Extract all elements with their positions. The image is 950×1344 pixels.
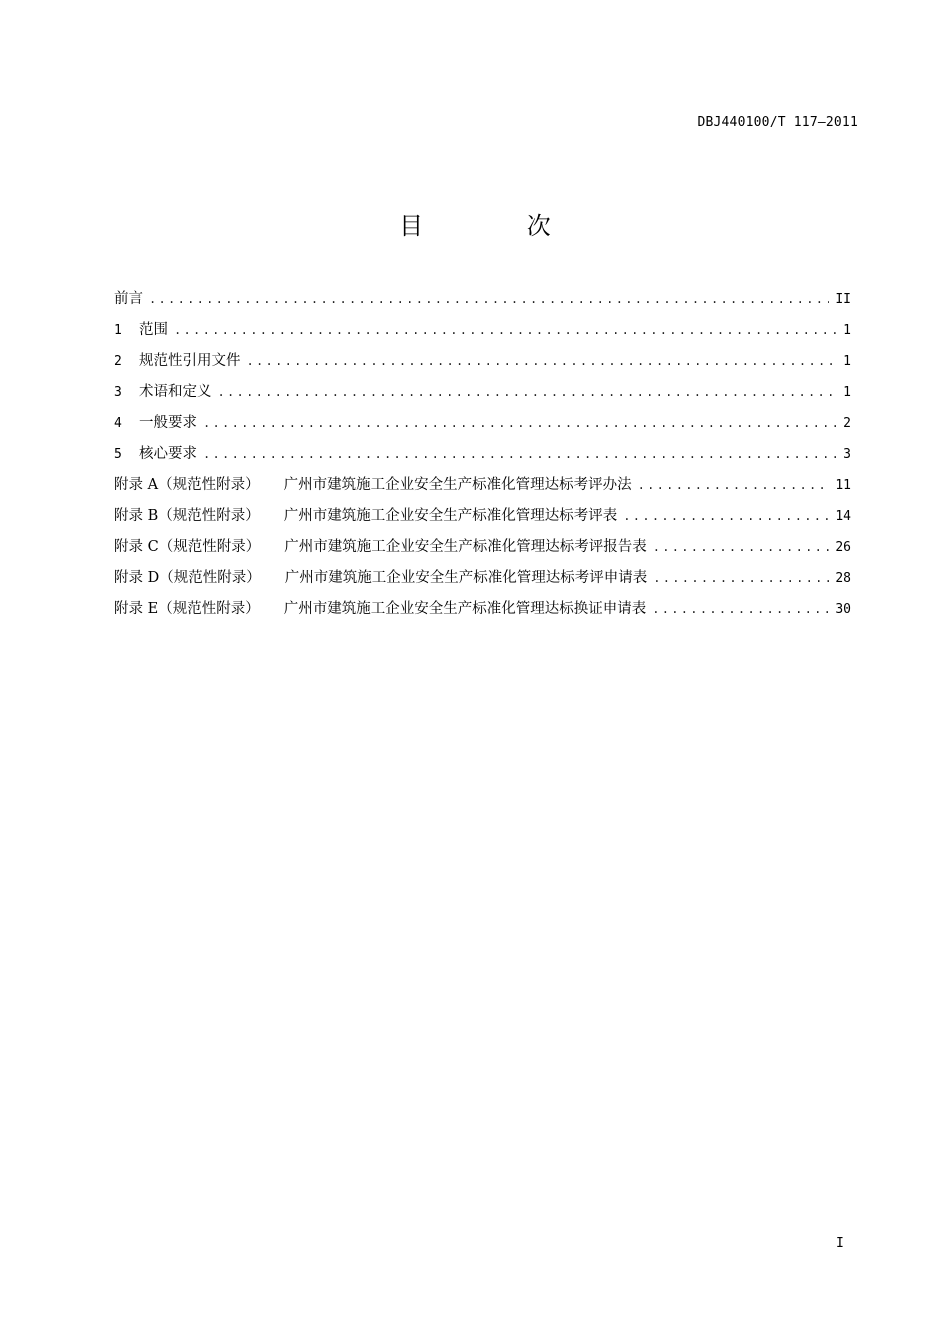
toc-entry-terms-definitions[interactable] xyxy=(114,380,851,411)
toc-entry-page: 26 xyxy=(835,540,851,555)
toc-entry-page: II xyxy=(835,292,851,307)
toc-entry-appendix-c[interactable] xyxy=(114,535,851,566)
toc-dot-leader xyxy=(218,385,838,399)
toc-appendix-title: 广州市建筑施工企业安全生产标准化管理达标考评办法 xyxy=(283,477,632,493)
toc-dot-leader xyxy=(203,416,837,430)
toc-entry-core-requirements[interactable] xyxy=(114,442,851,473)
toc-entry-number: 3 xyxy=(114,385,122,400)
toc-dot-leader xyxy=(247,354,838,368)
toc-entry-page: 14 xyxy=(835,509,851,524)
toc-entry-label: 附录 B（规范性附录） xyxy=(114,508,260,524)
toc-entry-label: 附录 C（规范性附录） xyxy=(114,539,261,555)
toc-entry-label: 范围 xyxy=(139,322,168,338)
toc-entry-label: 附录 E（规范性附录） xyxy=(114,601,260,617)
toc-dot-leader xyxy=(652,602,829,616)
toc-dot-leader xyxy=(638,478,830,492)
toc-entry-appendix-b[interactable] xyxy=(114,504,851,535)
toc-entry-page: 11 xyxy=(835,478,851,493)
toc-dot-leader xyxy=(623,509,829,523)
toc-entry-label: 附录 A（规范性附录） xyxy=(114,477,260,493)
toc-entry-appendix-a[interactable] xyxy=(114,473,851,504)
toc-entry-number: 2 xyxy=(114,354,122,369)
toc-title: 目 次 xyxy=(399,212,599,240)
toc-entry-page: 2 xyxy=(843,416,851,431)
toc-dot-leader xyxy=(149,292,829,306)
toc-entry-label: 术语和定义 xyxy=(139,384,212,400)
toc-entry-number: 4 xyxy=(114,416,122,431)
toc-entry-appendix-e[interactable] xyxy=(114,597,851,628)
toc-appendix-title: 广州市建筑施工企业安全生产标准化管理达标考评报告表 xyxy=(284,539,647,555)
toc-entry-page: 30 xyxy=(835,602,851,617)
toc-entry-normative-references[interactable] xyxy=(114,349,851,380)
toc-entry-label: 前言 xyxy=(114,291,143,307)
toc-entry-label: 核心要求 xyxy=(139,446,197,462)
toc-entry-label: 附录 D（规范性附录） xyxy=(114,570,261,586)
toc-entry-number: 5 xyxy=(114,447,122,462)
toc-entry-foreword[interactable] xyxy=(114,287,851,318)
toc-entry-page: 1 xyxy=(843,385,851,400)
toc-dot-leader xyxy=(653,571,829,585)
toc-entry-label: 规范性引用文件 xyxy=(139,353,241,369)
toc-entry-page: 3 xyxy=(843,447,851,462)
toc-entry-appendix-d[interactable] xyxy=(114,566,851,597)
page-number: I xyxy=(836,1236,844,1251)
toc-entry-general-requirements[interactable] xyxy=(114,411,851,442)
toc-appendix-title: 广州市建筑施工企业安全生产标准化管理达标换证申请表 xyxy=(283,601,647,617)
toc-dot-leader xyxy=(203,447,837,461)
toc-entry-number: 1 xyxy=(114,323,122,338)
toc-entry-page: 28 xyxy=(835,571,851,586)
document-code: DBJ440100/T 117—2011 xyxy=(697,115,858,130)
toc-entry-page: 1 xyxy=(843,354,851,369)
toc-entry-page: 1 xyxy=(843,323,851,338)
toc-appendix-title: 广州市建筑施工企业安全生产标准化管理达标考评表 xyxy=(283,508,618,524)
table-of-contents xyxy=(114,287,851,628)
toc-entry-label: 一般要求 xyxy=(139,415,197,431)
toc-dot-leader xyxy=(174,323,837,337)
toc-entry-scope[interactable] xyxy=(114,318,851,349)
toc-appendix-title: 广州市建筑施工企业安全生产标准化管理达标考评申请表 xyxy=(284,570,648,586)
toc-dot-leader xyxy=(653,540,830,554)
